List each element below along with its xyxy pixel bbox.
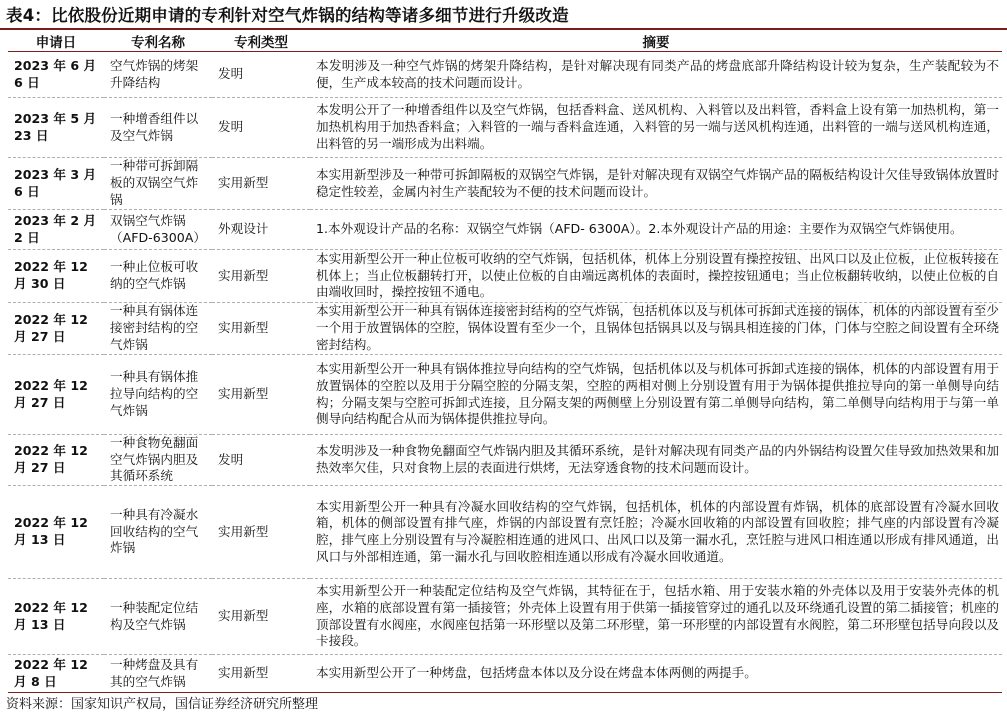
header-type: 专利类型 (212, 31, 310, 52)
cell-abstract: 本实用新型公开了一种烤盘，包括烤盘本体以及分设在烤盘本体两侧的两提手。 (310, 655, 1002, 693)
cell-type: 发明 (212, 52, 310, 98)
table-row (8, 98, 1002, 158)
cell-type: 实用新型 (212, 355, 310, 435)
cell-name: 一种具有锅体连接密封结构的空气炸锅 (104, 303, 212, 355)
cell-date: 2023 年 5 月 23 日 (8, 98, 104, 158)
source-note: 资料来源：国家知识产权局，国信证券经济研究所整理 (6, 697, 319, 712)
cell-date: 2023 年 6 月 6 日 (8, 52, 104, 98)
cell-date: 2022 年 12 月 30 日 (8, 250, 104, 303)
cell-abstract: 本发明涉及一种空气炸锅的烤架升降结构，是针对解决现有同类产品的烤盘底部升降结构设计较为复杂，生产装配较为不便，生产成本较高的技术问题而设计。 (310, 52, 1002, 98)
table-row (8, 158, 1002, 210)
cell-name: 一种具有冷凝水回收结构的空气炸锅 (104, 486, 212, 579)
cell-date: 2023 年 3 月 6 日 (8, 158, 104, 210)
cell-type: 发明 (212, 435, 310, 486)
cell-type: 外观设计 (212, 210, 310, 250)
header-name: 专利名称 (104, 31, 212, 52)
cell-date: 2022 年 12 月 27 日 (8, 303, 104, 355)
cell-date: 2022 年 12 月 13 日 (8, 486, 104, 579)
cell-abstract: 本实用新型公开一种止位板可收纳的空气炸锅，包括机体，机体上分别设置有操控按钮、出风口以及止位板，止位板转接在机体上；当止位板翻转打开，以使止位板的自由端远离机体的表面时，操控按钮通电；当止位板翻转收纳，以使止位板的自由端收回时，操控按钮不通电。 (310, 250, 1002, 303)
table-row (8, 52, 1002, 98)
table-row (8, 210, 1002, 250)
cell-type: 实用新型 (212, 250, 310, 303)
header-date: 申请日 (8, 31, 104, 52)
cell-abstract: 本发明涉及一种食物免翻面空气炸锅内胆及其循环系统，是针对解决现有同类产品的内外锅结构设置欠佳导致加热效果和加热效率欠佳，只对食物上层的表面进行烘烤，无法穿透食物的技术问题而设计。 (310, 435, 1002, 486)
cell-name: 一种带可拆卸隔板的双锅空气炸锅 (104, 158, 212, 210)
cell-date: 2023 年 2 月 2 日 (8, 210, 104, 250)
cell-abstract: 1.本外观设计产品的名称：双锅空气炸锅（AFD- 6300A）。2.本外观设计产品的用途：主要作为双锅空气炸锅使用。 (310, 210, 1002, 250)
patent-table (8, 31, 1002, 693)
cell-name: 一种具有锅体推拉导向结构的空气炸锅 (104, 355, 212, 435)
table-row (8, 435, 1002, 486)
cell-abstract: 本实用新型公开一种具有锅体连接密封结构的空气炸锅，包括机体以及与机体可拆卸式连接的锅体，机体的内部设置有至少一个用于放置锅体的空腔，锅体设置有至少一个，且锅体包括锅具以及与锅具相连接的门体，门体与空腔之间设置有全环绕密封结构。 (310, 303, 1002, 355)
table-title: 表4：比依股份近期申请的专利针对空气炸锅的结构等诸多细节进行升级改造 (6, 6, 569, 25)
top-rule (0, 28, 1007, 30)
cell-name: 空气炸锅的烤架升降结构 (104, 52, 212, 98)
table-row (8, 355, 1002, 435)
cell-abstract: 本实用新型涉及一种带可拆卸隔板的双锅空气炸锅，是针对解决现有双锅空气炸锅产品的隔板结构设计欠佳导致锅体放置时稳定性较差，金属内衬生产装配较为不便的技术问题而设计。 (310, 158, 1002, 210)
table-row (8, 486, 1002, 579)
cell-abstract: 本实用新型公开一种具有冷凝水回收结构的空气炸锅，包括机体，机体的内部设置有炸锅，机体的底部设置有冷凝水回收箱，机体的侧部设置有排气座，炸锅的内部设置有烹饪腔；冷凝水回收箱的内部设置有回收腔；排气座的内部设置有冷凝腔，排气座上分别设置有与冷凝腔相连通的进风口、出风口以及第一漏水孔，烹饪腔与进风口相连通以形成有排风通道，出风口与外部相连通，第一漏水孔与回收腔相连通以形成有冷凝水回收通道。 (310, 486, 1002, 579)
cell-type: 实用新型 (212, 303, 310, 355)
cell-name: 一种增香组件以及空气炸锅 (104, 98, 212, 158)
table-row (8, 303, 1002, 355)
table-row (8, 250, 1002, 303)
cell-type: 实用新型 (212, 158, 310, 210)
cell-type: 实用新型 (212, 486, 310, 579)
cell-date: 2022 年 12 月 8 日 (8, 655, 104, 693)
cell-type: 实用新型 (212, 655, 310, 693)
cell-name: 一种食物免翻面空气炸锅内胆及其循环系统 (104, 435, 212, 486)
cell-abstract: 本发明公开了一种增香组件以及空气炸锅，包括香料盒、送风机构、入料管以及出料管，香料盒上设有第一加热机构，第一加热机构用于加热香料盒；入料管的一端与香料盒连通，入料管的另一端与送风机构连通，出料管的一端与送风机构连通，出料管的另一端形成为出料端。 (310, 98, 1002, 158)
cell-abstract: 本实用新型公开一种具有锅体推拉导向结构的空气炸锅，包括机体以及与机体可拆卸式连接的锅体，机体的内部设置有用于放置锅体的空腔以及用于分隔空腔的分隔支架，空腔的两相对侧上分别设置有用于为锅体提供推拉导向的第一单侧导向结构；分隔支架与空腔可拆卸式连接，且分隔支架的两侧壁上分别设置有第二单侧导向结构，第二单侧导向结构用于与第一单侧导向结构配合从而为锅体提供推拉导向。 (310, 355, 1002, 435)
cell-type: 发明 (212, 98, 310, 158)
cell-name: 双锅空气炸锅（AFD-6300A） (104, 210, 212, 250)
cell-date: 2022 年 12 月 27 日 (8, 435, 104, 486)
cell-name: 一种装配定位结构及空气炸锅 (104, 579, 212, 655)
table-header-row (8, 31, 1002, 52)
table-row (8, 579, 1002, 655)
cell-abstract: 本实用新型公开一种装配定位结构及空气炸锅，其特征在于，包括水箱、用于安装水箱的外壳体以及用于安装外壳体的机座，水箱的底部设置有第一插接管；外壳体上设置有用于供第一插接管穿过的通孔以及环绕通孔设置的第二插接管；机座的顶部设置有水阀座，水阀座包括第一环形壁以及第二环形壁，第一环形壁的内部设置有水阀腔，第二环形壁包括导向段以及卡接段。 (310, 579, 1002, 655)
header-abstract: 摘要 (310, 31, 1002, 52)
cell-type: 实用新型 (212, 579, 310, 655)
cell-date: 2022 年 12 月 13 日 (8, 579, 104, 655)
cell-name: 一种烤盘及具有其的空气炸锅 (104, 655, 212, 693)
cell-date: 2022 年 12 月 27 日 (8, 355, 104, 435)
table-row (8, 655, 1002, 693)
cell-name: 一种止位板可收纳的空气炸锅 (104, 250, 212, 303)
